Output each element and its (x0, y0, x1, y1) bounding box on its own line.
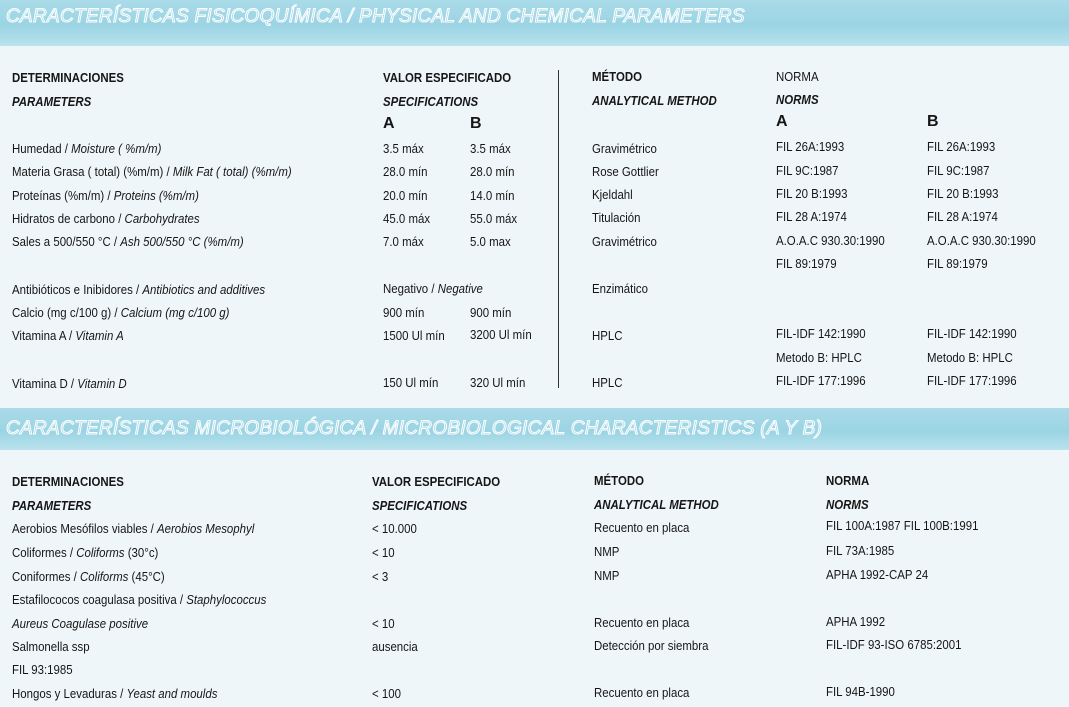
row-label: Salmonella ssp (12, 639, 90, 654)
header-norms: NORMS (826, 497, 869, 512)
value: < 10 (372, 545, 395, 560)
value: < 10 (372, 616, 395, 631)
norm-a: FIL 28 A:1974 (776, 209, 847, 224)
header-metodo: MÉTODO (594, 473, 645, 488)
header-determinaciones: DETERMINACIONES (12, 70, 124, 85)
norm: FIL-IDF 93-ISO 6785:2001 (826, 637, 962, 652)
norm-b: FIL 28 A:1974 (927, 209, 998, 224)
value-b: 3.5 máx (470, 141, 511, 156)
method: NMP (594, 568, 620, 583)
value: < 3 (372, 569, 389, 584)
section-title: CARACTERÍSTICAS MICROBIOLÓGICA / MICROBIOLOGICAL CHARACTERISTICS (A Y B) (6, 418, 823, 439)
row-label: Antibióticos e Inibidores / Antibiotics and additives (12, 282, 266, 297)
method: HPLC (592, 328, 623, 343)
method: Rose Gottlier (592, 164, 659, 179)
value-a: 900 mín (383, 305, 425, 320)
value-a: 1500 Ul mín (383, 328, 445, 343)
header-norma: NORMA (826, 473, 870, 488)
value-a: 28.0 mín (383, 164, 428, 179)
value: ausencia (372, 639, 418, 654)
header-col-a: A (383, 115, 395, 132)
value-a: 20.0 mín (383, 188, 428, 203)
row-label: Hidratos de carbono / Carbohydrates (12, 211, 200, 226)
method: HPLC (592, 375, 623, 390)
header-parameters: PARAMETERS (12, 498, 92, 513)
method: Gravimétrico (592, 141, 657, 156)
norm-a: FIL-IDF 177:1996 (776, 373, 866, 388)
row-label: Calcio (mg c/100 g) / Calcium (mg c/100 g) (12, 305, 230, 320)
method: Kjeldahl (592, 187, 633, 202)
header-valor: VALOR ESPECIFICADO (383, 70, 512, 85)
header-norm-b: B (927, 113, 939, 130)
method: Titulación (592, 210, 641, 225)
norm-a: A.O.A.C 930.30:1990 (776, 233, 885, 248)
header-valor: VALOR ESPECIFICADO (372, 474, 501, 489)
norm-a: FIL 26A:1993 (776, 139, 845, 154)
value-a: 45.0 máx (383, 211, 431, 226)
norm-b: FIL 26A:1993 (927, 139, 996, 154)
row-label: Humedad / Moisture ( %m/m) (12, 141, 162, 156)
norm: APHA 1992 (826, 614, 886, 629)
value-b: 3200 Ul mín (470, 327, 532, 342)
value-a: 150 Ul mín (383, 375, 439, 390)
section-band-physical-chemical (0, 0, 1069, 46)
row-label: Aerobios Mesófilos viables / Aerobios Mesophyl (12, 521, 255, 536)
norm-b: FIL-IDF 177:1996 (927, 373, 1017, 388)
value-b: 900 mín (470, 305, 512, 320)
header-norm-a: A (776, 113, 788, 130)
norm-a: Metodo B: HPLC (776, 350, 862, 365)
row-label: Proteínas (%m/m) / Proteins (%m/m) (12, 188, 199, 203)
norm: FIL 100A:1987 FIL 100B:1991 (826, 518, 979, 533)
header-col-b: B (470, 115, 482, 132)
method: Recuento en placa (594, 520, 690, 535)
method: Recuento en placa (594, 615, 690, 630)
method: Recuento en placa (594, 685, 690, 700)
norm-b: A.O.A.C 930.30:1990 (927, 233, 1036, 248)
header-norms: NORMS (776, 92, 819, 107)
row-label: Vitamina A / Vitamin A (12, 328, 124, 343)
value: < 100 (372, 686, 401, 701)
row-label: Materia Grasa ( total) (%m/m) / Milk Fat ( total) (%m/m) (12, 164, 292, 179)
norm-a: FIL 9C:1987 (776, 163, 839, 178)
row-label: FIL 93:1985 (12, 662, 73, 677)
row-label: Hongos y Levaduras / Yeast and moulds (12, 686, 218, 701)
header-analytical: ANALYTICAL METHOD (592, 93, 717, 108)
row-label: Vitamina D / Vitamin D (12, 376, 127, 391)
header-parameters: PARAMETERS (12, 94, 92, 109)
row-label: Estafilococos coagulasa positiva / Staphylococcus (12, 592, 267, 607)
row-label: Aureus Coagulase positive (12, 616, 149, 631)
header-analytical: ANALYTICAL METHOD (594, 497, 719, 512)
header-determinaciones: DETERMINACIONES (12, 474, 124, 489)
norm: FIL 94B-1990 (826, 684, 895, 699)
row-label: Sales a 500/550 °C / Ash 500/550 °C (%m/m) (12, 234, 244, 249)
norm-a: FIL 89:1979 (776, 256, 837, 271)
row-label: Coliformes / Coliforms (30°c) (12, 545, 159, 560)
header-norma: NORMA (776, 69, 819, 84)
method: Gravimétrico (592, 234, 657, 249)
header-specifications: SPECIFICATIONS (383, 94, 479, 109)
value-a: 7.0 máx (383, 234, 424, 249)
norm-b: FIL 89:1979 (927, 256, 988, 271)
norm-b: FIL-IDF 142:1990 (927, 326, 1017, 341)
header-specifications: SPECIFICATIONS (372, 498, 468, 513)
method: Detección por siembra (594, 638, 709, 653)
norm-b: FIL 9C:1987 (927, 163, 990, 178)
value-b: 55.0 máx (470, 211, 518, 226)
norm-b: FIL 20 B:1993 (927, 186, 999, 201)
norm: FIL 73A:1985 (826, 543, 895, 558)
column-divider (558, 70, 559, 388)
norm-a: FIL 20 B:1993 (776, 186, 848, 201)
norm-b: Metodo B: HPLC (927, 350, 1013, 365)
norm-a: FIL-IDF 142:1990 (776, 326, 866, 341)
section-band-microbiological (0, 408, 1069, 450)
value-b: 14.0 mín (470, 188, 515, 203)
value-b: 28.0 mín (470, 164, 515, 179)
row-label: Coniformes / Coliforms (45°C) (12, 569, 165, 584)
header-metodo: MÉTODO (592, 69, 643, 84)
value-b: 5.0 max (470, 234, 511, 249)
value-a: 3.5 máx (383, 141, 424, 156)
section-title: CARACTERÍSTICAS FISICOQUÍMICA / PHYSICAL AND CHEMICAL PARAMETERS (6, 6, 745, 27)
method: Enzimático (592, 281, 648, 296)
value-b: 320 Ul mín (470, 375, 526, 390)
value-a: Negativo / Negative (383, 281, 483, 296)
norm: APHA 1992-CAP 24 (826, 567, 929, 582)
method: NMP (594, 544, 620, 559)
value: < 10.000 (372, 521, 417, 536)
